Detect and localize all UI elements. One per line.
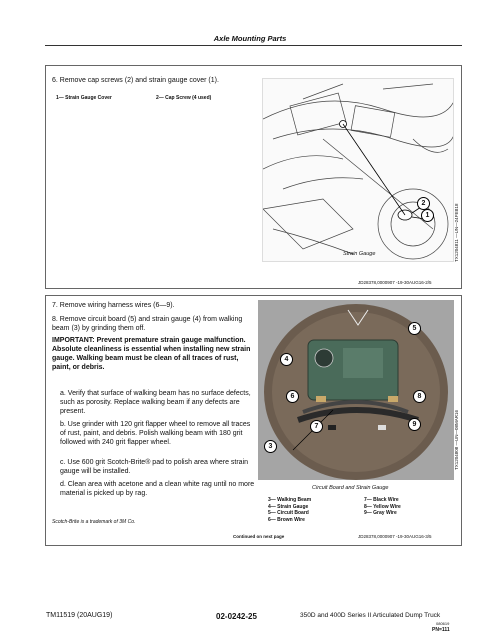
callout-3: 3	[264, 440, 277, 453]
figure-2-id: TX1204808 —UN—08MAR16	[454, 409, 459, 470]
substep-b: b. Use grinder with 120 grit flapper wheel to remove all traces of rust, paint, and debris. Polish walking beam with 180 grit followed with 240 grit flapper wheel.	[60, 421, 251, 446]
legend-item-4: 4— Strain Gauge	[268, 503, 309, 510]
callout-2: 2	[417, 197, 430, 210]
figure-2-caption: Circuit Board and Strain Gauge	[312, 485, 389, 491]
substep-a: a. Verify that surface of walking beam has no surface defects, such as porosity. Replace walking beam if any defects are present.	[60, 390, 251, 415]
strain-gauge-illustration	[262, 78, 454, 262]
footer-code: 080619	[436, 621, 450, 626]
continued-note: Continued on next page	[233, 534, 285, 539]
legend-item-9: 9— Gray Wire	[364, 510, 397, 516]
callout-1: 1	[421, 209, 434, 222]
figure-1-caption: Strain Gauge	[343, 251, 376, 257]
legend-item-3: 3— Walking Beam	[268, 497, 312, 503]
footer-product: 350D and 400D Series II Articulated Dump Truck	[300, 612, 441, 619]
legend-left-list	[268, 497, 311, 523]
figure-1-id: TX1204811 —UN—24FEB18	[454, 203, 459, 262]
legend-item-5: 5— Circuit Board	[268, 510, 309, 516]
substep-d: d. Clean area with acetone and a clean white rag until no more material is picked up by rag.	[60, 481, 255, 497]
circuit-board-photo	[258, 300, 454, 480]
page-section-title: Axle Mounting Parts	[213, 34, 287, 43]
step-8-text: 8. Remove circuit board (5) and strain gauge (4) from walking beam (3) by grinding them off.	[52, 316, 243, 332]
legend-item-8: 8— Yellow Wire	[364, 503, 401, 510]
important-notice: IMPORTANT: Prevent premature strain gauge malfunction. Absolute cleanliness is essential when installing new strain gauge. Walking beam must be clean of all traces of rust, paint, or debris.	[52, 337, 251, 371]
legend-item-1: 1— Strain Gauge Cover	[56, 95, 112, 101]
footer-page-number: 02-0242-25	[216, 612, 257, 621]
legend-item-7: 7— Black Wire	[364, 497, 399, 503]
callout-8: 8	[413, 390, 426, 403]
step-6-text: 6. Remove cap screws (2) and strain gauge cover (1).	[52, 77, 219, 84]
step-7-text: 7. Remove wiring harness wires (6—9).	[52, 302, 175, 309]
callout-6: 6	[286, 390, 299, 403]
section-1-ref-code: JD28378,0000907 -19-30AUG16-2/5	[358, 280, 432, 285]
trademark-note: Scotch-Brite is a trademark of 3M Co.	[52, 519, 136, 525]
circuit-board-drawing	[258, 300, 454, 480]
callout-5: 5	[408, 322, 421, 335]
footer-pn: PN=111	[432, 627, 450, 633]
legend-item-6: 6— Brown Wire	[268, 516, 305, 523]
callout-7: 7	[310, 420, 323, 433]
section-2-ref-code: JD28378,0000907 -19-30AUG16-3/5	[358, 534, 432, 539]
callout-9: 9	[408, 418, 421, 431]
legend-item-2: 2— Cap Screw (4 used)	[156, 95, 212, 101]
substep-c: c. Use 600 grit Scotch-Brite® pad to polish area where strain gauge will be installed.	[60, 459, 249, 475]
header-rule	[45, 45, 462, 46]
callout-4: 4	[280, 353, 293, 366]
strain-gauge-line-drawing	[263, 79, 454, 262]
footer-doc-id: TM11519 (20AUG19)	[46, 612, 113, 619]
legend-right-list	[364, 497, 401, 517]
